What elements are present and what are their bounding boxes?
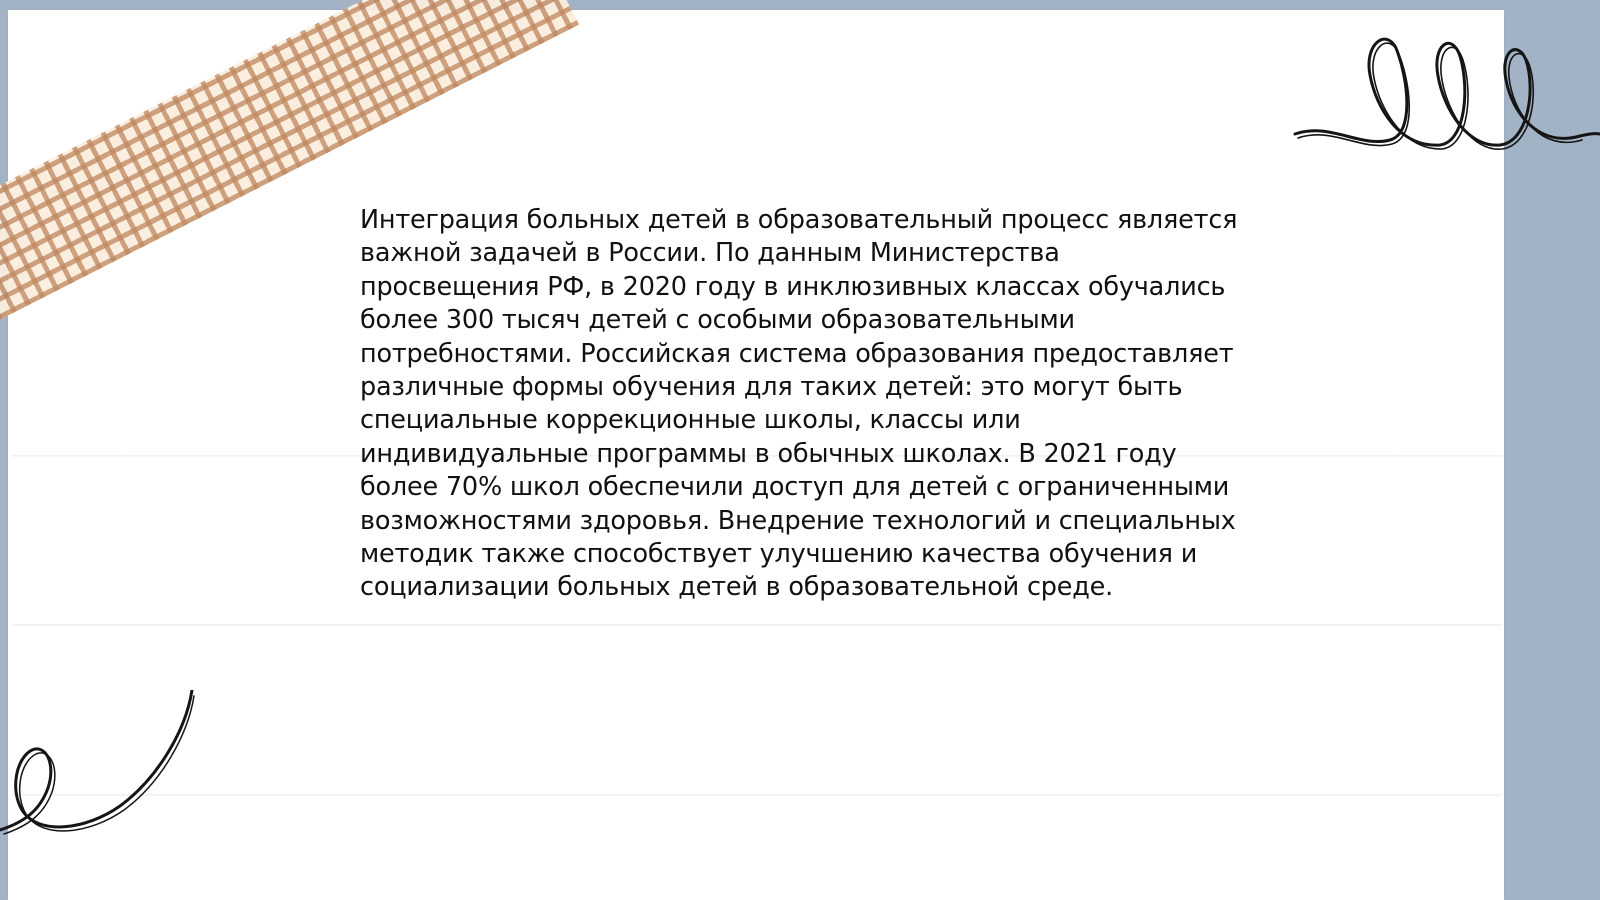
cursive-loops-doodle (1290, 30, 1600, 170)
body-text: Интеграция больных детей в образовательный процесс является важной задачей в России. По данным Министерства просвещения РФ, в 2020 году в инклюзивных классах обучались более 300 тысяч детей с особыми образовательными потребностями. Российская система образования предоставляет различные формы обучения для таких детей: это могут быть специальные коррекционные школы, классы или индивидуальные программы в обычных школах. В 2021 году более 70% школ обеспечили доступ для детей с ограниченными возможностями здоровья. Внедрение технологий и специальных методик также способствует улучшению качества обучения и социализации больных детей в образовательной среде. (360, 205, 1238, 603)
cursive-loop-doodle (0, 690, 200, 860)
paper-fold-line (12, 794, 1502, 796)
paper-fold-line (12, 624, 1502, 626)
